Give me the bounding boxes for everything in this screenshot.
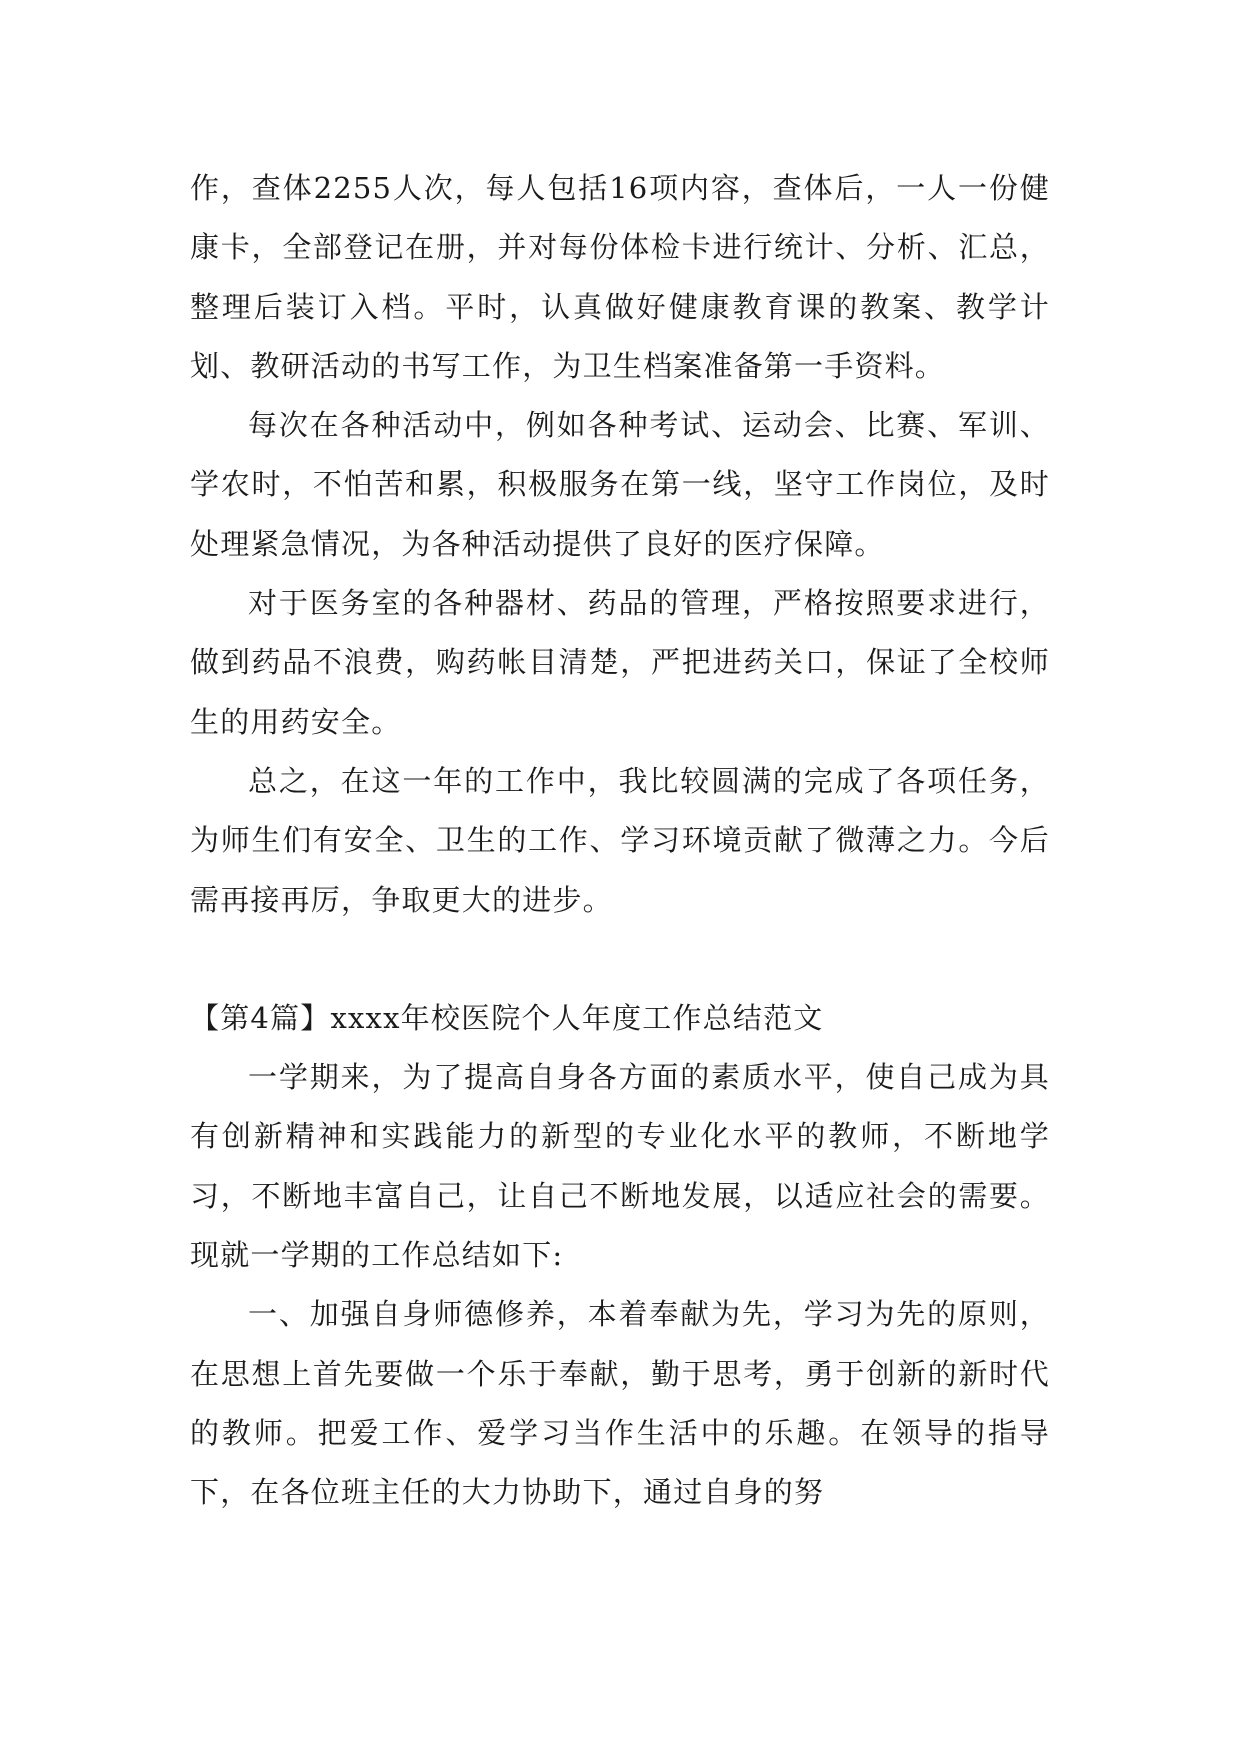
document-body: [190, 159, 1050, 1523]
section-heading: 【第4篇】xxxx年校医院个人年度工作总结范文: [190, 1000, 824, 1035]
paragraph-checkup-records: 作，查体2255人次，每人包括16项内容，查体后，一人一份健康卡，全部登记在册，并对每份体检卡进行统计、分析、汇总，整理后装订入档。平时，认真做好健康教育课的教案、教学计划、教研活动的书写工作，为卫生档案准备第一手资料。: [190, 171, 1050, 383]
paragraph-medicine-management: 对于医务室的各种器材、药品的管理，严格按照要求进行，做到药品不浪费，购药帐目清楚，严把进药关口，保证了全校师生的用药安全。: [190, 586, 1050, 739]
section-spacer: [190, 930, 1050, 989]
paragraph-summary: 总之，在这一年的工作中，我比较圆满的完成了各项任务，为师生们有安全、卫生的工作、学习环境贡献了微薄之力。今后需再接再厉，争取更大的进步。: [190, 763, 1050, 917]
paragraph-activities-support: 每次在各种活动中，例如各种考试、运动会、比赛、军训、学农时，不怕苦和累，积极服务在第一线，坚守工作岗位，及时处理紧急情况，为各种活动提供了良好的医疗保障。: [190, 408, 1050, 561]
paragraph-intro: 一学期来，为了提高自身各方面的素质水平，使自己成为具有创新精神和实践能力的新型的专业化水平的教师，不断地学习，不断地丰富自己，让自己不断地发展，以适应社会的需要。现就一学期的工作总结如下:: [190, 1060, 1050, 1273]
paragraph-ethics: 一、加强自身师德修养，本着奉献为先，学习为先的原则，在思想上首先要做一个乐于奉献，勤于思考，勇于创新的新时代的教师。把爱工作、爱学习当作生活中的乐趣。在领导的指导下，在各位班主任的大力协助下，通过自身的努: [190, 1297, 1050, 1510]
